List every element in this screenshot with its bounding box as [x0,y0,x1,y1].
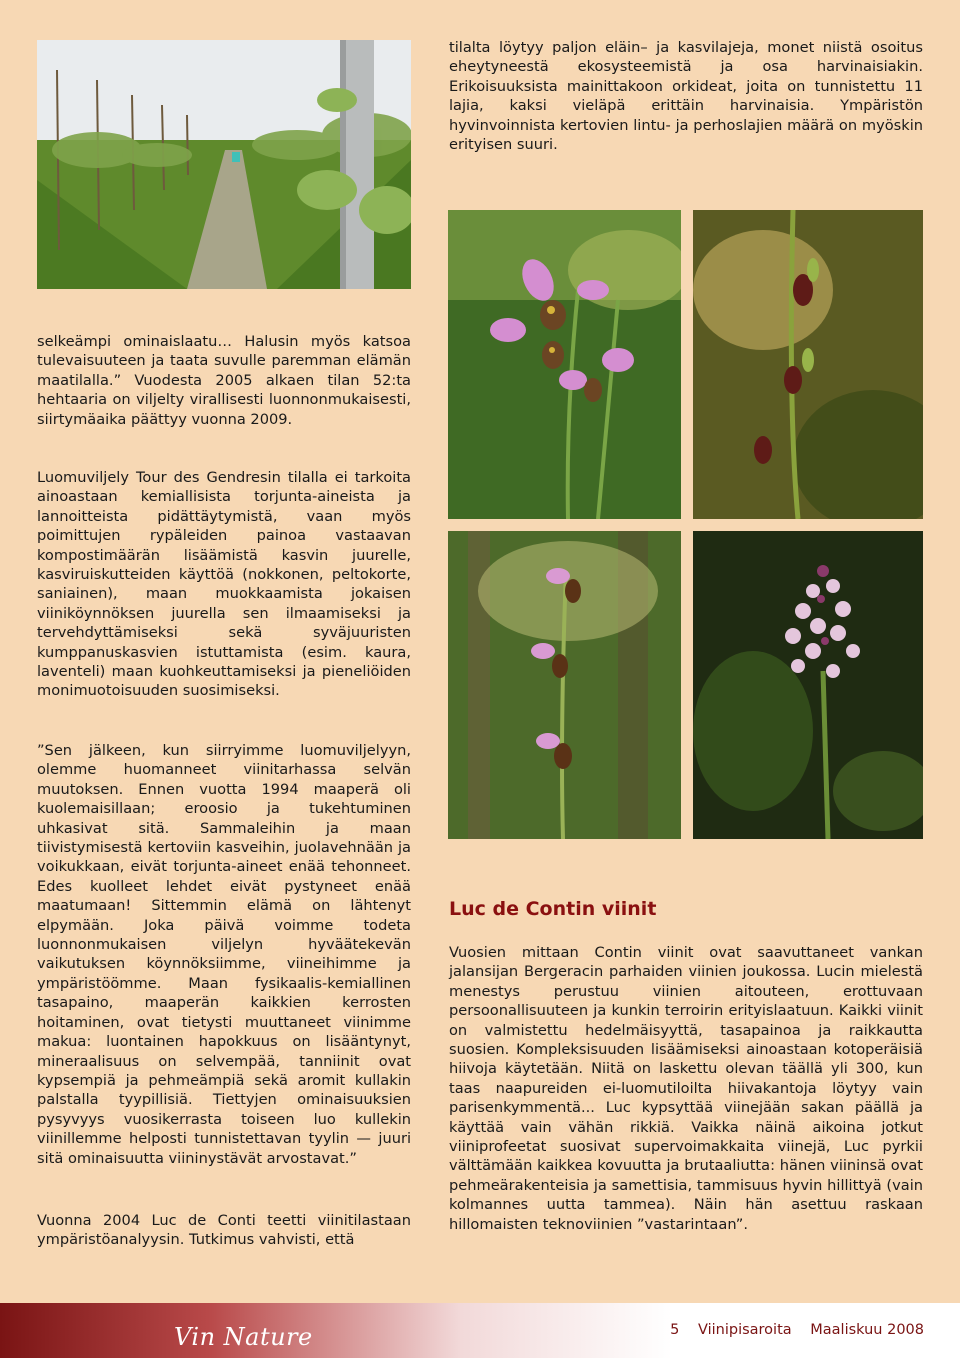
logo-text: Vin Nature [174,1323,313,1351]
vineyard-photo [37,40,411,289]
section-heading: Luc de Contin viinit [449,898,657,920]
magazine-name: Viinipisaroita [697,1322,792,1338]
footer-info [656,1322,924,1338]
left-paragraph-3: ”Sen jälkeen, kun siirryimme luomuviljelyyn, olemme huomanneet viinitarhassa selvän muutoksen. Ennen vuotta 1994 maaperä oli kuolemaisillaan; eroosio ja tukehtuminen uhkasivat sitä. Sammaleihin ja maan tiivistymisestä kertoviin kasveihin, juolavehnään ja voikukkaan, eivät torjunta-aineet enää tehonneet. Edes kuolleet lehdet eivät pystyneet enää maatumaan! Sittemmin elämä on lähtenyt elpymään. Joka päivä voimme todeta luonnonmukaisen viljelyn hyväätekevän vaikutuksen köynnöksiimme, viineihimme ja ympäristöömme. Maan fysikaalis-kemiallinen tasapaino, maaperän kaikkien kerrosten hoitaminen, ovat tietysti muuttaneet viinimme makua: luontainen hapokkuus on lisääntynyt, mineraalisuus on selvempää, tanniinit ovat kypsempiä ja pehmeämpiä sekä aromit kullakin palstalla tyypillisiä. Tiettyjen ominaisuuksien pysyvyys vuosikerrasta toiseen luo kullekin viinillemme helposti tunnistettavan tyylin — juuri sitä ominaisuutta viininystävät arvostavat.” [37,742,411,1167]
issue-date: Maaliskuu 2008 [810,1322,924,1338]
page-footer [0,1303,960,1358]
right-bottom-text: Vuosien mittaan Contin viinit ovat saavuttaneet vankan jalansijan Bergeracin parhaiden viinien joukossa. Lucin mielestä menestys perustuu viinien aitouteen, erottuvaan persoonallisuuteen ja kunkin terroirin erityislaatuun. Kaikki viinit on valmistettu hedelmäisyyttä, tasapainoa ja raikkautta suosien. Kompleksisuuden lisäämiseksi ainoastaan kotoperäisiä hiivoja käytetään. Niitä on laskettu olevan täällä yli 300, kun taas naapureiden ei-luomutiloilta hiivakantoja löytyy vain parisenkymmentä... Luc kypsyttää viinejään sakan päällä ja käyttää vain vähän rikkiä. Vaikka näinä aikoina jotkut viiniprofeetat suosivat supervoimakkaita viinejä, Luc pyrkii välttämään kaikkea kovuutta ja brutaaliutta: hänen viininsä ovat pehmeärakenteisia ja samettisia, tammisuus hyvin hillittyä (vain kolmannes uutta tammea). Näin hän asettuu raskaan hillomaisten teknoviinien ”vastarintaan”. [449,944,923,1233]
right-top-text: tilalta löytyy paljon eläin– ja kasvilajeja, monet niistä osoitus eheytyneestä ekosysteemistä ja osa harvinaisiakin. Erikoisuuksista mainittakoon orkideat, joita on tunnistettu 11 lajia, kaksi vieläpä erittäin harvinaisia. Ympäristön hyvinvoinnista kertovien lintu- ja perhoslajien määrä on myöskin erityisen suuri. [449,39,923,154]
vin-nature-logo [172,1311,322,1355]
left-paragraph-2: Luomuviljely Tour des Gendresin tilalla ei tarkoita ainoastaan kemiallisista torjunta-aineista ja lannoitteista pidättäytymistä, vaan myös poimittujen rypäleiden painoa vastaavan kompostimäärän lisäämistä kasvin juurelle, kasviruiskutteiden käyttöä (nokkonen, peltokorte, saniainen), maan muokkaamista jokaisen viiniköynnöksen juurella sen ilmaamiseksi ja tervehdyttämiseksi sekä syväjuuristen kumppanuskasvien istuttamista (esim. kaura, laventeli) maan kuohkeuttamiseksi ja pieneliöiden monimuotoisuuden suosimiseksi. [37,469,411,700]
left-paragraph-4: Vuonna 2004 Luc de Conti teetti viinitilastaan ympäristöanalyysin. Tutkimus vahvisti, että [37,1212,411,1249]
bee-orchid-pink-photo [448,210,681,519]
page-number: 5 [670,1322,680,1338]
fly-orchid-photo [693,210,923,519]
bee-orchid-forest-photo [448,531,681,839]
lady-orchid-photo [693,531,923,839]
left-paragraph-1: selkeämpi ominaislaatu… Halusin myös katsoa tulevaisuuteen ja taata suvulle paremman elämän maatilalla.” Vuodesta 2005 alkaen tilan 52:ta hehtaaria on viljelty virallisesti luonnonmukaisesti, siirtymäaika päättyy vuonna 2009. [37,333,411,428]
